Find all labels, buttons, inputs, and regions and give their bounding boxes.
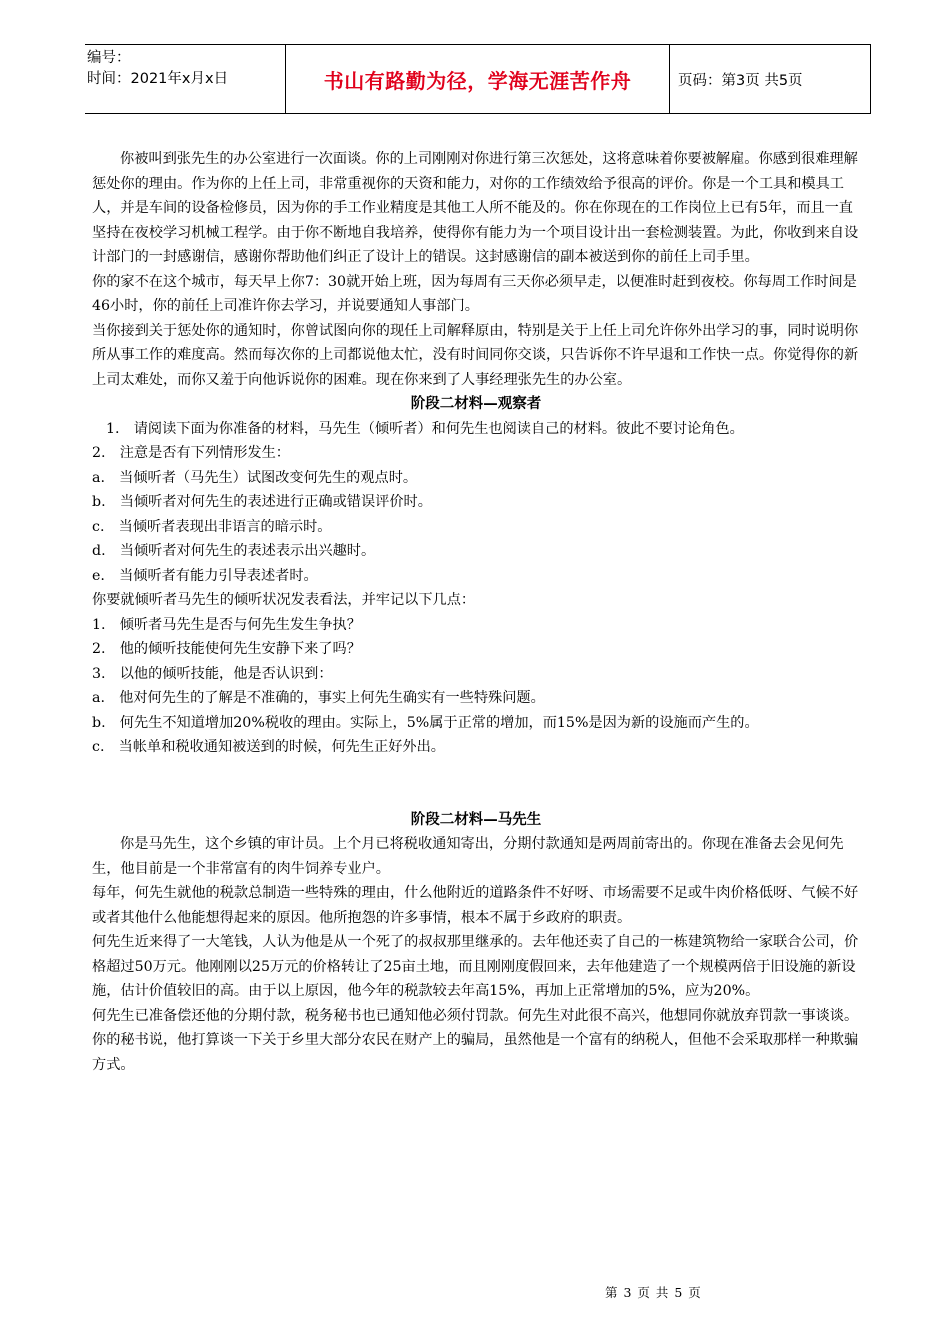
list-item: c. 当倾听者表现出非语言的暗示时。 bbox=[92, 518, 332, 535]
paragraph: 每年，何先生就他的税款总制造一些特殊的理由，什么他附近的道路条件不好呀、市场需要不足或牛肉价格低呀、气候不好或者其他什么他能想得起来的原因。他所抱怨的许多事情，根本不属于乡政府的职责。 bbox=[92, 885, 859, 926]
section-heading-ma: 阶段二材料—马先生 bbox=[410, 811, 542, 828]
spacer bbox=[92, 784, 860, 808]
list-item: c. 当帐单和税收通知被送到的时候，何先生正好外出。 bbox=[92, 739, 445, 755]
list-item: 2. 注意是否有下列情形发生： bbox=[92, 445, 290, 461]
list-item: e. 当倾听者有能力引导表述者时。 bbox=[92, 567, 318, 584]
header-page-number: 页码：第3页 共5页 bbox=[678, 72, 803, 89]
document-body bbox=[92, 147, 860, 1077]
section-heading-observer: 阶段二材料—观察者 bbox=[410, 396, 542, 412]
list-item: 2. 他的倾听技能使何先生安静下来了吗？ bbox=[92, 641, 361, 657]
list-item: d. 当倾听者对何先生的表述表示出兴趣时。 bbox=[92, 543, 376, 559]
paragraph: 何先生近来得了一大笔钱，人认为他是从一个死了的叔叔那里继承的。去年他还卖了自己的一栋建筑物给一家联合公司，价格超过50万元。他刚刚以25万元的价格转让了25亩土地，而且刚刚度假回来，去年他建造了一个规模两倍于旧设施的新设施，估计价值较旧的高。由于以上原因，他今年的税款较去年高15%，再加上正常增加的5%，应为20%。 bbox=[92, 934, 859, 999]
header-motto: 书山有路勤为径，学海无涯苦作舟 bbox=[285, 45, 670, 113]
list-item: 3. 以他的倾听技能，他是否认识到： bbox=[92, 665, 333, 682]
list-item: 1. 请阅读下面为你准备的材料，马先生（倾听者）和何先生也阅读自己的材料。彼此不要讨论角色。 bbox=[106, 420, 744, 437]
page-header bbox=[85, 44, 871, 114]
list-item: b. 当倾听者对何先生的表述进行正确或错误评价时。 bbox=[92, 494, 432, 510]
header-meta bbox=[85, 45, 285, 113]
list-item: a. 当倾听者（马先生）试图改变何先生的观点时。 bbox=[92, 469, 418, 486]
paragraph: 你被叫到张先生的办公室进行一次面谈。你的上司刚刚对你进行第三次惩处，这将意味着你要被解雇。你感到很难理解惩处你的理由。作为你的上任上司，非常重视你的天资和能力，对你的工作绩效给予很高的评价。你是一个工具和模具工人，并是车间的设备检修员，因为你的手工作业精度是其他工人所不能及的。你在你现在的工作岗位上已有5年，而且一直坚持在夜校学习机械工程学。由于你不断地自我培养，使得你有能力为一个项目设计出一套检测装置。为此，你收到来自设计部门的一封感谢信，感谢你帮助他们纠正了设计上的错误。这封感谢信的副本被送到你的前任上司手里。 bbox=[92, 151, 859, 265]
paragraph: 你是马先生，这个乡镇的审计员。上个月已将税收通知寄出，分期付款通知是两周前寄出的。你现在准备去会见何先生，他目前是一个非常富有的肉牛饲养专业户。 bbox=[92, 836, 844, 877]
page-footer: 第 3 页 共 5 页 bbox=[605, 1285, 702, 1300]
list-item: 你要就倾听者马先生的倾听状况发表看法，并牢记以下几点： bbox=[92, 592, 476, 608]
paragraph: 当你接到关于惩处你的通知时，你曾试图向你的现任上司解释原由，特别是关于上任上司允许你外出学习的事，同时说明你所从事工作的难度高。然而每次你的上司都说他太忙，没有时间同你交谈，只告诉你不许早退和工作快一点。你觉得你的新上司太难处，而你又羞于向他诉说你的困难。现在你来到了人事经理张先生的办公室。 bbox=[92, 322, 859, 388]
list-item: b. 何先生不知道增加20%税收的理由。实际上，5%属于正常的增加，而15%是因为新的设施而产生的。 bbox=[92, 714, 759, 731]
list-item: 1. 倾听者马先生是否与何先生发生争执？ bbox=[92, 616, 361, 633]
paragraph: 你的家不在这个城市，每天早上你7：30就开始上班，因为每周有三天你必须早走，以便准时赶到夜校。你每周工作时间是46小时，你的前任上司准许你去学习，并说要通知人事部门。 bbox=[92, 273, 857, 314]
document-date-label: 时间：2021年x月x日 bbox=[87, 71, 229, 87]
paragraph: 何先生已准备偿还他的分期付款，税务秘书也已通知他必须付罚款。何先生对此很不高兴，他想同你就放弃罚款一事谈谈。你的秘书说，他打算谈一下关于乡里大部分农民在财产上的骗局，虽然他是一个富有的纳税人，但他不会采取那样一种欺骗方式。 bbox=[92, 1007, 859, 1073]
list-item: a. 他对何先生的了解是不准确的，事实上何先生确实有一些特殊问题。 bbox=[92, 690, 545, 706]
spacer bbox=[92, 760, 860, 784]
document-number-label: 编号： bbox=[87, 50, 131, 66]
